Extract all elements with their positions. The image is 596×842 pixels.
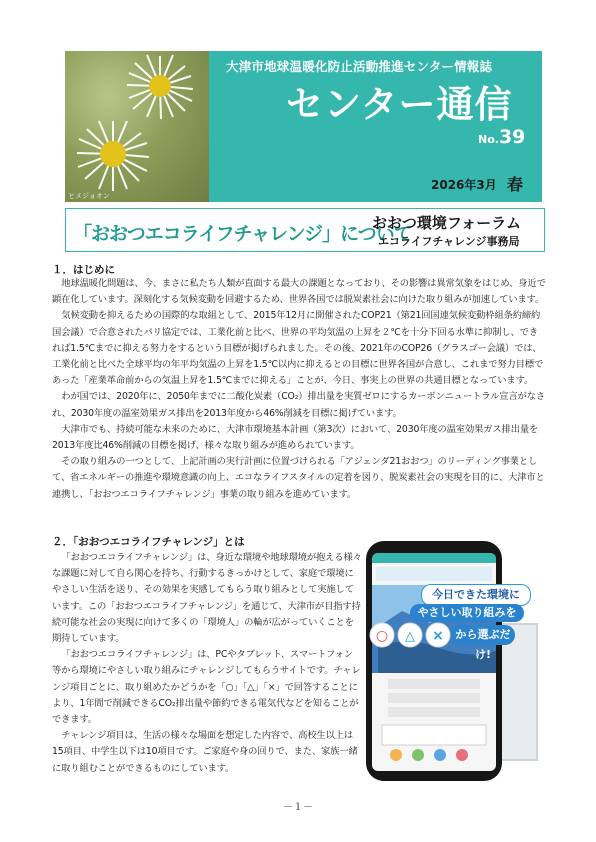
paragraph: 地球温暖化問題は、今、まさに私たち人類が直面する最大の課題となっており、その影響は異常気象をはじめ、身近で顕在化しています。深刻化する気候変動を回避するため、世界各国では脱炭素社会に向けた取り組みが加速しています。 — [52, 278, 546, 306]
callout-line-1: 今日できた環境に — [421, 584, 531, 606]
flower-1 — [127, 55, 193, 119]
article-title: 「おおつエコライフチャレンジ」について — [73, 223, 412, 245]
symbol-triangle: △ — [405, 629, 415, 644]
section-1-heading: １．はじめに — [52, 264, 115, 276]
callout-line-2: やさしい取り組みを — [410, 604, 524, 622]
photo-caption: ヒメジョオン — [68, 192, 110, 200]
paragraph: 「おおつエコライフチャレンジ」は、身近な環境や地球環境が抱える様々な課題に対して自ら関心を持ち、行動するきっかけとして、家庭で環境にやさしい生活を送り、その効果を実感してもらう取り組みとして実施しています。この「おおつエコライフチャレンジ」を通じて、大津市が目指す持続可能な社会の実現に向けて多くの「環境人」の輪が広がっていくことを期待しています。 — [52, 552, 362, 645]
issue-no-label: No. — [478, 133, 499, 146]
author-sub: エコライフチャレンジ事務局 — [378, 235, 520, 248]
paragraph: チャレンジ項目は、生活の様々な場面を想定した内容で、高校生以上は15項目、中学生以下は10項目です。ご家庭や身の回りで、また、家族一緒に取り組むことができるものにしています。 — [52, 730, 358, 774]
issue-season: 春 — [507, 175, 524, 194]
symbol-circle: ○ — [375, 628, 389, 644]
paragraph: 「おおつエコライフチャレンジ」は、PCやタブレット、スマートフォン等から環境にやさしい取り組みにチャレンジしてもらうサイトです。チャレンジ項目ごとに、取り組めたかどうかを「○」「△」「×」で回答することにより、1年間で削減できるCO₂排出量や節約できる電気代などを知ることができます。 — [52, 649, 361, 726]
answer-symbols — [368, 620, 452, 654]
section-2-body — [52, 550, 362, 777]
issue-date: 2026年3月 — [431, 178, 497, 192]
issue-number — [478, 126, 525, 148]
paragraph: その取り組みの一つとして、上記計画の実行計画に位置づけられる「アジェンダ21おおつ」のリーディング事業として、省エネルギーの推進や環境意識の向上、エコなライフスタイルの定着を図り、脱炭素社会の実現を目的に、大津市と連携し、「おおつエコライフチャレンジ」事業の取り組みを進めています。 — [52, 456, 545, 500]
cover-photo — [65, 51, 209, 202]
page-number: －１－ — [283, 802, 313, 813]
paragraph: 気候変動を抑えるための国際的な取組として、2015年12月に開催されたCOP21（第21回国連気候変動枠組条約締約国会議）で合意されたパリ協定では、工業化前と比べ、世界の平均気温の上昇を２℃を十分下回る水準に抑制し、できれば1.5℃までに抑える努力をするという目標が掲げられました。その後、2021年のCOP26（グラスゴー会議）では、工業化前と比べた全球平均の年平均気温の上昇を1.5℃以内に抑えるとの目標に世界各国が合意し、これまで努力目標であった「産業革命前からの気温上昇を1.5℃までに抑える」ことが、今日、事実上の世界の共通目標となっています。 — [52, 310, 544, 387]
publisher-name: 大津市地球温暖化防止活動推進センター情報誌 — [226, 59, 493, 74]
section-2-heading: ２．「おおつエコライフチャレンジ」とは — [52, 536, 245, 548]
symbol-cross: × — [432, 628, 444, 644]
flower-2 — [77, 121, 149, 191]
callout-line-3: から選ぶだけ! — [451, 625, 515, 645]
author-org: おおつ環境フォーラム — [372, 214, 521, 232]
paragraph: 大津市でも、持続可能な未来のために、大津市環境基本計画（第3次）において、2030年度の温室効果ガス排出量を2013年度比46%削減の目標を掲げ、様々な取り組みが進められています。 — [52, 423, 539, 452]
newsletter-title: センター通信 — [286, 83, 513, 126]
paragraph: わが国では、2020年に、2050年までに二酸化炭素（CO₂）排出量を実質ゼロにするカーボンニュートラル宣言がなされ、2030年度の温室効果ガス排出を2013年度から46%削減を目標に掲げています。 — [52, 391, 545, 419]
issue-no-value: 39 — [498, 126, 526, 148]
section-1-body — [52, 276, 546, 503]
